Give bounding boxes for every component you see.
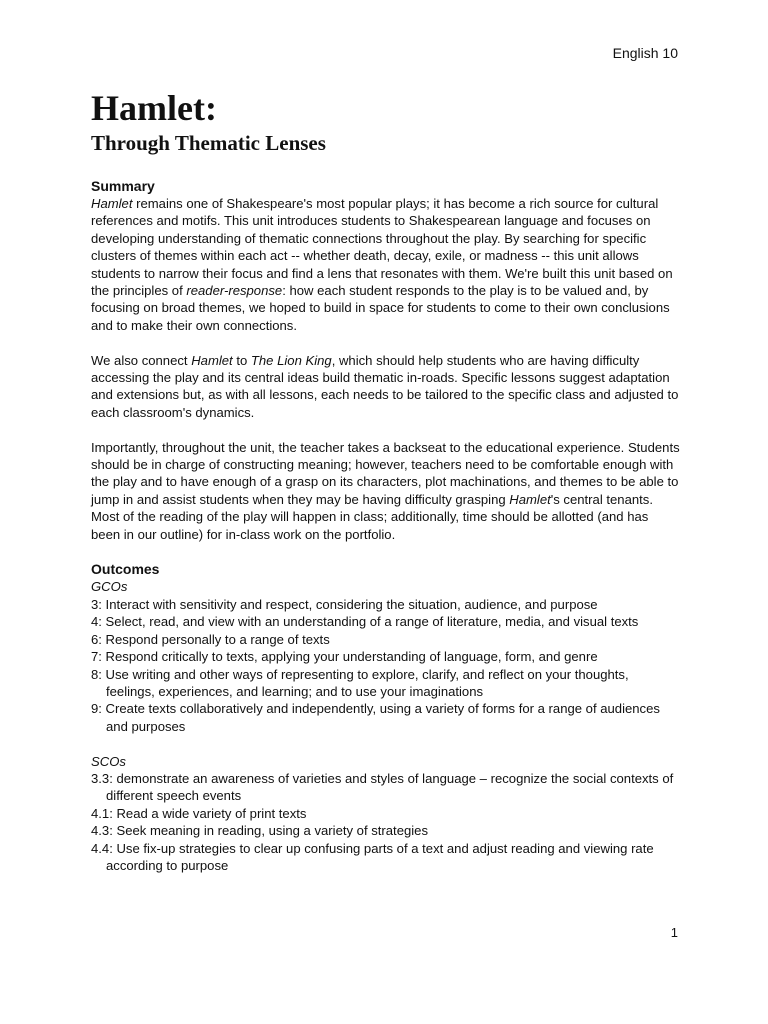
italic-text: Hamlet (191, 352, 233, 368)
paragraph-text: : how each student responds to the play is to be valued and, by focusing on broad themes, we hoped to build in space for students to come to their own conclusions and to make their own connections. (91, 283, 670, 333)
sco-item: 4.3: Seek meaning in reading, using a variety of strategies (91, 823, 428, 839)
gco-label: GCOs (91, 579, 128, 595)
title-block (91, 88, 681, 156)
summary-paragraph-3 (91, 439, 681, 543)
italic-text: The Lion King (250, 352, 332, 368)
summary-heading: Summary (91, 178, 155, 194)
outcomes-section (91, 560, 681, 874)
summary-paragraph-1 (91, 195, 681, 334)
paragraph-text: remains one of Shakespeare's most popular plays; it has become a rich source for cultural references and motifs. This unit introduces students to Shakespearean language and focuses on developing understanding of thematic connections throughout the play. By searching for specific clusters of themes within each act -- whether death, decay, exile, or madness -- this unit allows students to narrow their focus and find a lens that resonates with them. We're built this unit based on the principles of (91, 196, 673, 299)
paragraph-text: Importantly, throughout the unit, the teacher takes a backseat to the educational experience. Students should be in charge of constructing meaning; however, teachers need to be comfortable enough with the play and to have enough of a grasp on its characters, plot machinations, and themes to be able to jump in and assist students when they may be having difficulty grasping (91, 439, 680, 507)
italic-text: Hamlet (509, 491, 551, 507)
sco-label: SCOs (91, 753, 126, 769)
gco-item: 4: Select, read, and view with an understanding of a range of literature, media, and visual texts (91, 614, 639, 630)
summary-paragraph-2 (91, 352, 681, 422)
paragraph-text: to (232, 352, 251, 368)
course-label: English 10 (612, 45, 678, 61)
gco-item: 8: Use writing and other ways of representing to explore, clarify, and reflect on your thoughts, feelings, experiences, and learning; and to use your imaginations (91, 666, 629, 699)
gco-item: 3: Interact with sensitivity and respect, considering the situation, audience, and purpose (91, 596, 598, 612)
document-subtitle: Through Thematic Lenses (91, 131, 326, 155)
paragraph-text: , which should help students who are having difficulty accessing the play and its central ideas build thematic in-roads. Specific lessons suggest adaptation and extensions but, as with all lessons, each needs to be tailored to the specific class and adjusted to each classroom's dynamics. (91, 352, 679, 420)
italic-text: reader-response (186, 283, 283, 299)
document-title: Hamlet: (91, 88, 217, 128)
page-number: 1 (670, 925, 678, 940)
outcomes-heading: Outcomes (91, 561, 160, 578)
document-body (91, 177, 681, 874)
sco-item: 3.3: demonstrate an awareness of varieties and styles of language – recognize the social contexts of different speech events (91, 770, 674, 804)
paragraph-text: 's central tenants. Most of the reading of the play will happen in class; additionally, time should be allotted (and has been in our outline) for in-class work on the portfolio. (91, 491, 653, 542)
gco-item: 7: Respond critically to texts, applying your understanding of language, form, and genre (91, 649, 598, 665)
summary-section (91, 177, 681, 543)
sco-item: 4.1: Read a wide variety of print texts (91, 805, 307, 821)
gco-item: 6: Respond personally to a range of texts (91, 631, 330, 647)
italic-text: Hamlet (91, 196, 133, 211)
sco-item: 4.4: Use fix-up strategies to clear up confusing parts of a text and adjust reading and viewing rate according to purpose (91, 840, 654, 873)
gco-item: 9: Create texts collaboratively and independently, using a variety of forms for a range of audiences and purposes (91, 701, 660, 734)
paragraph-text: We also connect (91, 352, 192, 368)
